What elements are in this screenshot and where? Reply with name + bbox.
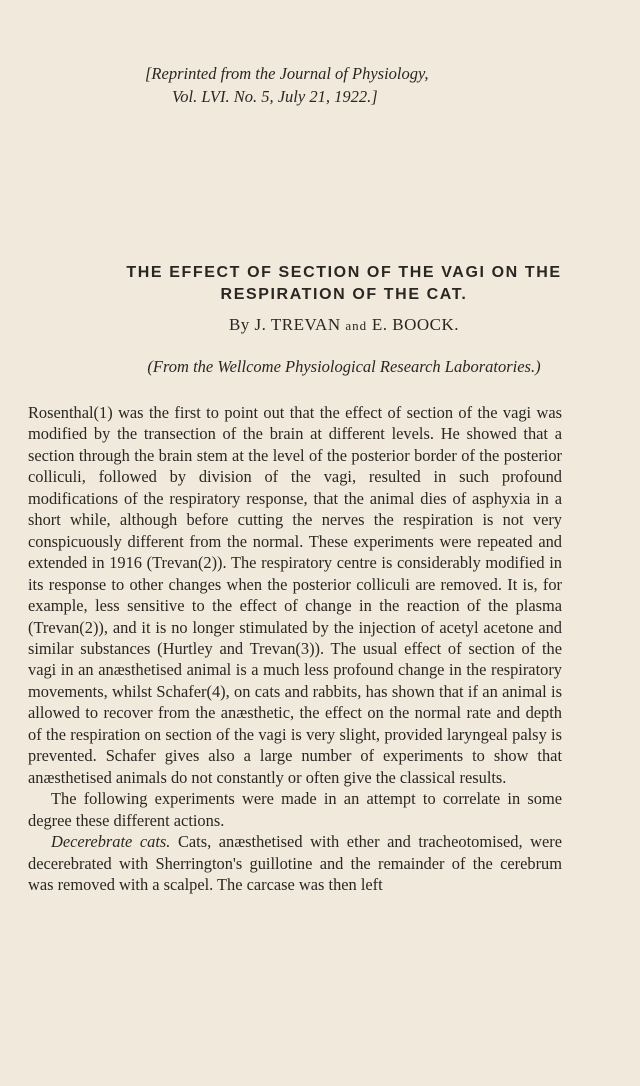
- author-1: J. TREVAN: [254, 315, 341, 334]
- title-line-1: THE EFFECT OF SECTION OF THE VAGI ON THE: [126, 264, 562, 281]
- affiliation: (From the Wellcome Physiological Research Laboratories.): [147, 357, 541, 376]
- byline-and: and: [345, 318, 368, 333]
- paragraph-3-text: Cats, anæsthetised with ether and tracheotomised, were decerebrated with Sherrington's guillotine and the remainder of the cerebrum was removed with a scalpel. The carcase was then left: [28, 832, 562, 894]
- title-line-2: RESPIRATION OF THE CAT.: [220, 286, 468, 303]
- byline: [0, 315, 640, 335]
- paragraph-3-heading: Decerebrate cats.: [51, 832, 171, 852]
- article-body: [28, 402, 562, 895]
- author-2: E. BOOCK.: [371, 315, 460, 334]
- byline-by: By: [228, 315, 250, 334]
- reprint-line-2: Vol. LVI. No. 5, July 21, 1922.]: [172, 87, 378, 106]
- paragraph-1: Rosenthal(1) was the first to point out that the effect of section of the vagi was modified by the transection of the brain at different levels. He showed that a section through the brain stem at the level of the posterior border of the posterior colliculi, followed by division of the vagi, resulted in such profound modifications of the respiratory response, that the animal dies of asphyxia in a short while, although before cutting the nerves the respiration is not very conspicuously different from the normal. These experiments were repeated and extended in 1916 (Trevan(2)). The respiratory centre is considerably modified in its response to other changes when the posterior colliculi are removed. It is, for example, less sensitive to the effect of change in the reaction of the plasma (Trevan(2)), and it is no longer stimulated by the injection of acetyl acetone and similar substances (Hurtley and Trevan(3)). The usual effect of section of the vagi in an anæsthetised animal is a much less profound change in the respiratory movements, whilst Schafer(4), on cats and rabbits, has shown that if an animal is allowed to recover from the anæsthetic, the effect on the normal rate and depth of the respiration on section of the vagi is very slight, provided laryngeal palsy is prevented. Schafer gives also a large number of experiments to show that anæsthetised animals do not constantly or often give the classical results.: [28, 403, 562, 787]
- article-title: [0, 262, 640, 306]
- paragraph-3: [28, 831, 562, 895]
- paragraph-2: The following experiments were made in an attempt to correlate in some degree these different actions.: [28, 789, 562, 830]
- reprint-notice: [145, 62, 505, 108]
- reprint-line-1: [Reprinted from the Journal of Physiology,: [145, 64, 429, 83]
